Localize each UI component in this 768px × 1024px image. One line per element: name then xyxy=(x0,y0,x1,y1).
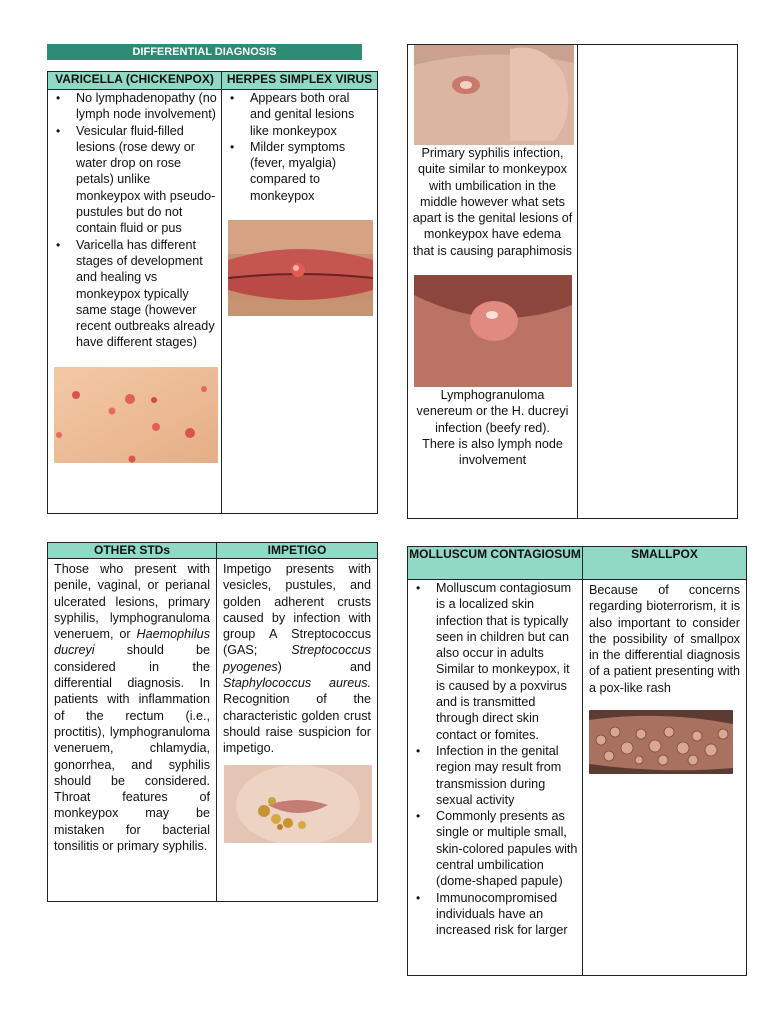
list-item: • Milder symptoms (fever, myalgia) compared to monkeypox xyxy=(250,139,373,204)
cell-std-photos xyxy=(408,45,578,519)
header-other-stds: OTHER STDs xyxy=(48,543,217,559)
impetigo-face-photo xyxy=(224,765,372,843)
section-banner: DIFFERENTIAL DIAGNOSIS xyxy=(47,44,362,60)
syphilis-lesion-photo xyxy=(414,45,574,145)
text-italic: Streptococcus pyogenes xyxy=(223,643,371,674)
list-item: • Immunocompromised individuals have an increased risk for larger xyxy=(436,890,578,939)
impetigo-text xyxy=(217,559,377,759)
header-impetigo: IMPETIGO xyxy=(217,543,378,559)
cell-smallpox xyxy=(583,580,747,976)
smallpox-text: Because of concerns regarding bioterrorism, it is also important to consider the possibility of smallpox in the differential diagnosis of a patient presenting with a pox-like rash xyxy=(589,583,740,695)
table-molluscum-smallpox xyxy=(407,546,747,976)
table-stds-impetigo xyxy=(47,542,378,902)
varicella-rash-photo xyxy=(54,367,218,463)
cell-impetigo xyxy=(217,559,378,902)
list-item: • Varicella has different stages of development and healing vs monkeypox typically same stage (however recent outbreaks already have different stages) xyxy=(76,237,217,351)
cell-other-stds xyxy=(48,559,217,902)
herpes-lip-photo xyxy=(228,220,373,316)
header-smallpox: SMALLPOX xyxy=(583,547,747,580)
list-item: • Appears both oral and genital lesions like monkeypox xyxy=(250,90,373,139)
cell-molluscum xyxy=(408,580,583,976)
list-item: • Commonly presents as single or multiple small, skin-colored papules with central umbilication (dome-shaped papule) xyxy=(436,808,578,889)
text-span: Recognition of the characteristic golden crust should raise suspicion for impetigo. xyxy=(223,692,371,756)
table-varicella-herpes xyxy=(47,71,378,514)
list-item: • Vesicular fluid-filled lesions (rose dewy or water drop on rose petals) unlike monkeypox with pseudo-pustules but do not contain fluid or pus xyxy=(76,123,217,237)
text-italic: Staphylococcus aureus. xyxy=(223,676,371,691)
smallpox-lesions-photo xyxy=(589,710,733,774)
lymph-node-caption: There is also lymph node involvement xyxy=(422,436,563,468)
text-span: should be considered in the differential diagnosis. In patients with inflammation of the rectum (i.e., proctitis), lymphogranuloma veneruem, chlamydia, gonorrhea, and syphilis should be considered. Throat features of monkeypox may be mistaken for bacterial tonsilitis or primary syphilis. xyxy=(54,643,210,854)
lgv-caption: Lymphogranuloma venereum or the H. ducreyi infection (beefy red). xyxy=(416,388,569,435)
list-item: • Molluscum contagiosum is a localized skin infection that is typically seen in children but can also occur in adults Similar to monkeypox, it is caused by a poxvirus and is transmitted through direct skin contact or fomites. xyxy=(436,580,578,743)
header-herpes: HERPES SIMPLEX VIRUS xyxy=(222,72,378,90)
lgv-lesion-photo xyxy=(414,275,572,387)
cell-empty xyxy=(578,45,738,519)
text-italic: Haemophilus ducreyi xyxy=(54,627,210,658)
text-span: ) and xyxy=(277,659,371,674)
list-item: • Infection in the genital region may result from transmission during sexual activity xyxy=(436,743,578,808)
cell-herpes xyxy=(222,90,378,514)
text-span: Those who present with penile, vaginal, or perianal ulcerated lesions, primary syphilis, lymphogranuloma veneruem, or xyxy=(54,562,210,642)
syphilis-caption: Primary syphilis infection, quite similar to monkeypox with umbilication in the middle however what sets apart is the genital lesions of monkeypox have edema that is causing paraphimosis xyxy=(412,146,573,258)
list-item: • No lymphadenopathy (no lymph node involvement) xyxy=(76,90,217,123)
cell-varicella xyxy=(48,90,222,514)
header-varicella: VARICELLA (CHICKENPOX) xyxy=(48,72,222,90)
header-molluscum: MOLLUSCUM CONTAGIOSUM xyxy=(408,547,583,580)
table-std-images xyxy=(407,44,738,519)
text-span: Impetigo presents with vesicles, pustules, and golden adherent crusts caused by infection with group A Streptococcus (GAS; xyxy=(223,562,371,658)
other-stds-text xyxy=(48,559,216,856)
